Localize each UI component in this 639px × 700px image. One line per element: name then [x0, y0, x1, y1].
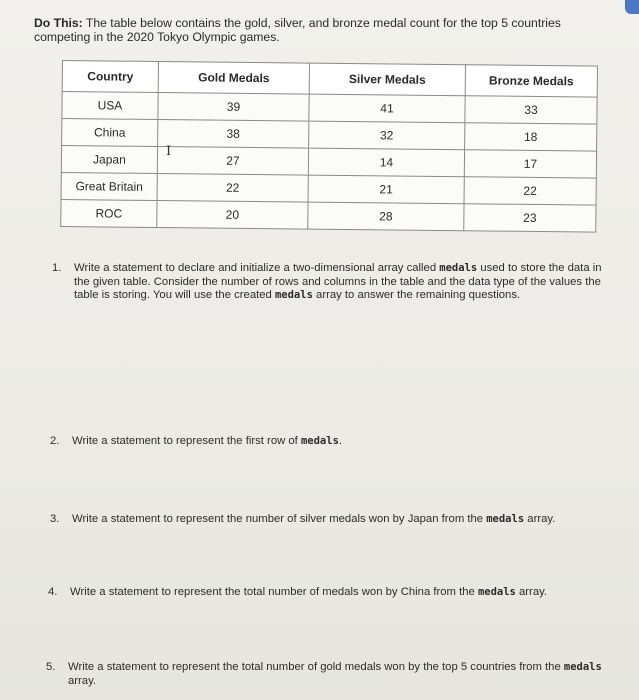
question-5: [46, 661, 616, 695]
table-cell: 21: [308, 175, 464, 204]
question-text: Write a statement to declare and initialize a two-dimensional array called medals used to store the data in the given table. Consider the number of rows and columns in the table and the data type of the values the table is storing. You will use the created medals array to answer the remaining questions.: [74, 262, 602, 301]
table-row: [61, 199, 596, 232]
question-number: 1.: [52, 262, 62, 274]
question-text: Write a statement to represent the total number of medals won by China from the medals array.: [70, 586, 548, 598]
table-cell: 32: [309, 121, 465, 150]
question-text: Write a statement to represent the number of silver medals won by Japan from the medals array.: [72, 513, 556, 525]
table-cell: 18: [465, 123, 597, 151]
text-cursor-icon: I: [166, 144, 172, 159]
table-cell: 28: [308, 202, 464, 231]
intro-text: The table below contains the gold, silver, and bronze medal count for the top 5 countries competing in the 2020 Tokyo Olympic games.: [34, 16, 561, 44]
table-cell: Japan: [61, 146, 157, 174]
table-cell: Great Britain: [61, 172, 157, 200]
question-2: [50, 435, 610, 453]
question-4: [48, 586, 618, 604]
intro-paragraph: [34, 16, 614, 44]
table-cell: 27: [157, 147, 308, 176]
table-cell: 22: [464, 177, 596, 205]
header-silver: Silver Medals: [309, 63, 465, 96]
question-text: Write a statement to represent the first row of medals.: [72, 435, 343, 447]
question-text: Write a statement to represent the total number of gold medals won by the top 5 countries from the medals array.: [68, 661, 602, 687]
header-gold: Gold Medals: [158, 62, 309, 95]
table-cell: 22: [157, 174, 308, 203]
table-cell: 38: [158, 120, 309, 149]
table-cell: 41: [309, 94, 465, 123]
table-cell: 17: [464, 150, 596, 178]
table-cell: 23: [464, 204, 596, 232]
table-cell: 39: [158, 93, 309, 122]
question-number: 5.: [46, 661, 56, 673]
question-3: [50, 513, 620, 531]
table-cell: 20: [157, 201, 308, 230]
table-cell: ROC: [61, 199, 157, 227]
intro-bold-label: Do This:: [34, 16, 83, 30]
question-number: 4.: [48, 586, 58, 598]
medals-table: [60, 60, 598, 233]
page-corner-marker: [625, 0, 639, 14]
question-number: 3.: [50, 513, 60, 525]
header-country: Country: [62, 61, 158, 93]
table-cell: 33: [465, 96, 597, 124]
question-number: 2.: [50, 435, 60, 447]
question-1: [52, 262, 612, 322]
header-bronze: Bronze Medals: [465, 65, 597, 97]
table-cell: 14: [308, 148, 464, 177]
table-cell: USA: [62, 92, 158, 120]
table-cell: China: [62, 119, 158, 147]
